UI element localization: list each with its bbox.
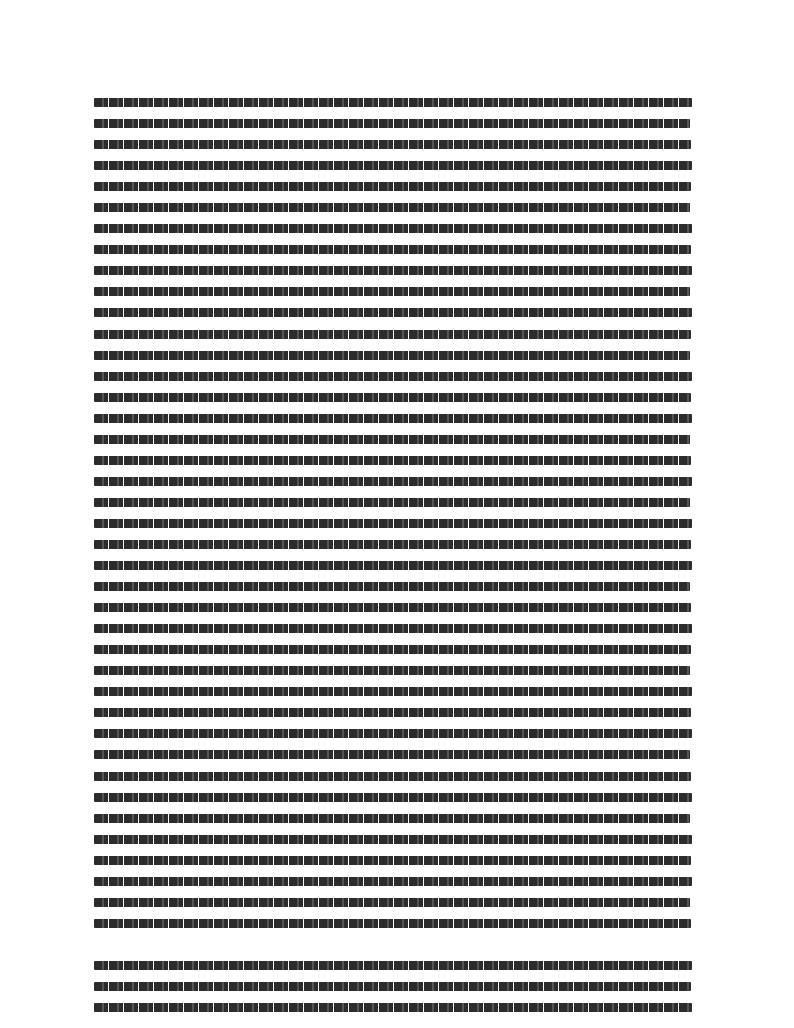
text-line: [94, 601, 692, 614]
text-line: [94, 1001, 692, 1014]
text-line: [94, 727, 692, 740]
text-line: [94, 685, 692, 698]
text-line: [94, 580, 692, 593]
text-line: [94, 664, 692, 677]
text-line: [94, 812, 692, 825]
text-line: [94, 264, 692, 277]
text-line: [94, 475, 692, 488]
text-line: [94, 180, 692, 193]
text-line: [94, 433, 692, 446]
text-line: [94, 770, 692, 783]
text-line: [94, 370, 692, 383]
text-line: [94, 980, 692, 993]
text-line: [94, 454, 692, 467]
text-line: [94, 748, 692, 761]
text-line: [94, 538, 692, 551]
text-line: [94, 959, 692, 972]
text-line: [94, 349, 692, 362]
text-line: [94, 791, 692, 804]
text-line: [94, 559, 692, 572]
text-line: [94, 243, 692, 256]
text-line: [94, 201, 692, 214]
text-line: [94, 517, 692, 530]
text-line: [94, 833, 692, 846]
text-line: [94, 917, 692, 930]
text-line: [94, 875, 692, 888]
text-line: [94, 222, 692, 235]
text-line: [94, 285, 692, 298]
text-line: [94, 159, 692, 172]
text-line: [94, 117, 692, 130]
text-line: [94, 138, 692, 151]
text-line: [94, 496, 692, 509]
paragraph-gap: [94, 938, 692, 951]
text-line: [94, 622, 692, 635]
text-line: [94, 706, 692, 719]
text-line: [94, 96, 692, 109]
text-line: [94, 643, 692, 656]
text-line: [94, 391, 692, 404]
body-text: [94, 96, 692, 1022]
text-line: [94, 328, 692, 341]
text-line: [94, 412, 692, 425]
text-line: [94, 306, 692, 319]
text-line: [94, 896, 692, 909]
text-line: [94, 854, 692, 867]
